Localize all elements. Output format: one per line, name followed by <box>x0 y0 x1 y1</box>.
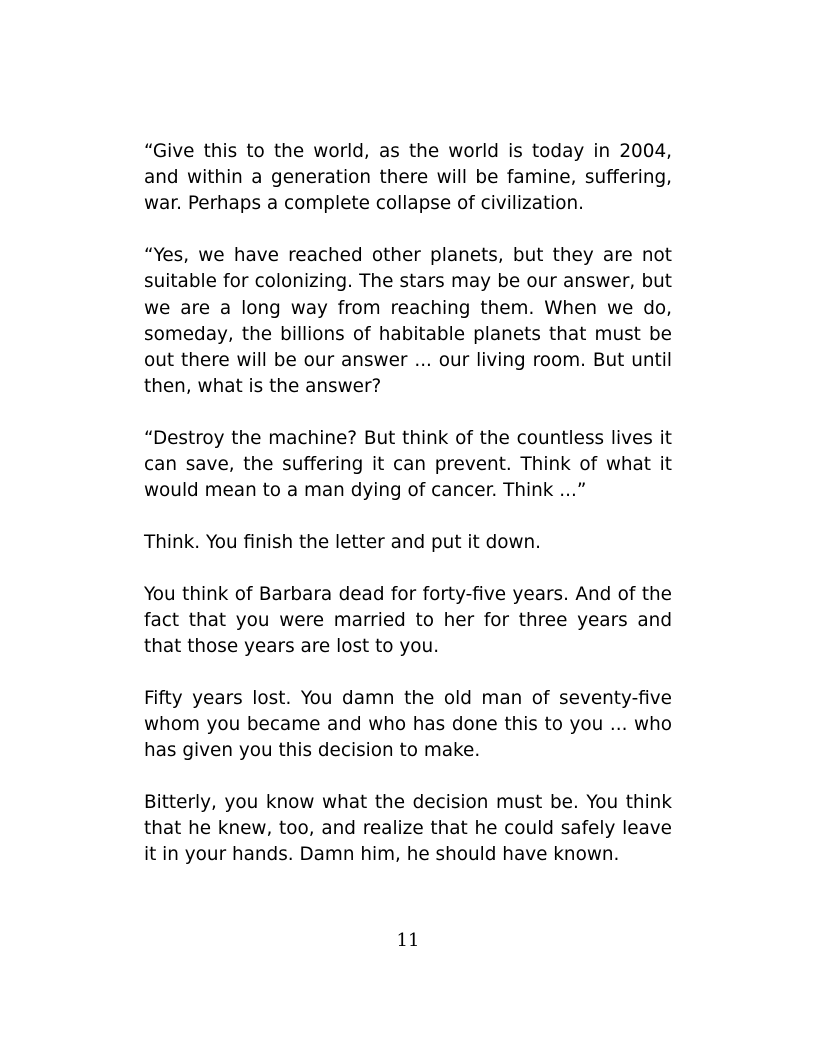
paragraph-3: “Destroy the machine? But think of the countless lives it can save, the suffering it can prevent. Think of what it would mean to a man dying of cancer. Think ...” <box>144 427 672 502</box>
page-number: 11 <box>396 930 420 951</box>
body-text <box>144 139 672 894</box>
paragraph-6: Fifty years lost. You damn the old man of seventy-five whom you became and who has done this to you ... who has given you this decision to make. <box>144 687 672 762</box>
paragraph-4: Think. You finish the letter and put it down. <box>144 531 542 553</box>
paragraph-2: “Yes, we have reached other planets, but they are not suitable for colonizing. The stars may be our answer, but we are a long way from reaching them. When we do, someday, the billions of habitable planets that must be out there will be our answer ... our living room. But until then, what is the answer? <box>144 245 672 398</box>
paragraph-5: You think of Barbara dead for forty-five years. And of the fact that you were married to her for three years and that those years are lost to you. <box>144 583 672 658</box>
paragraph-1: “Give this to the world, as the world is today in 2004, and within a generation there will be famine, suffering, war. Perhaps a complete collapse of civilization. <box>144 141 672 215</box>
paragraph-7: Bitterly, you know what the decision must be. You think that he knew, too, and realize that he could safely leave it in your hands. Damn him, he should have known. <box>144 791 672 866</box>
